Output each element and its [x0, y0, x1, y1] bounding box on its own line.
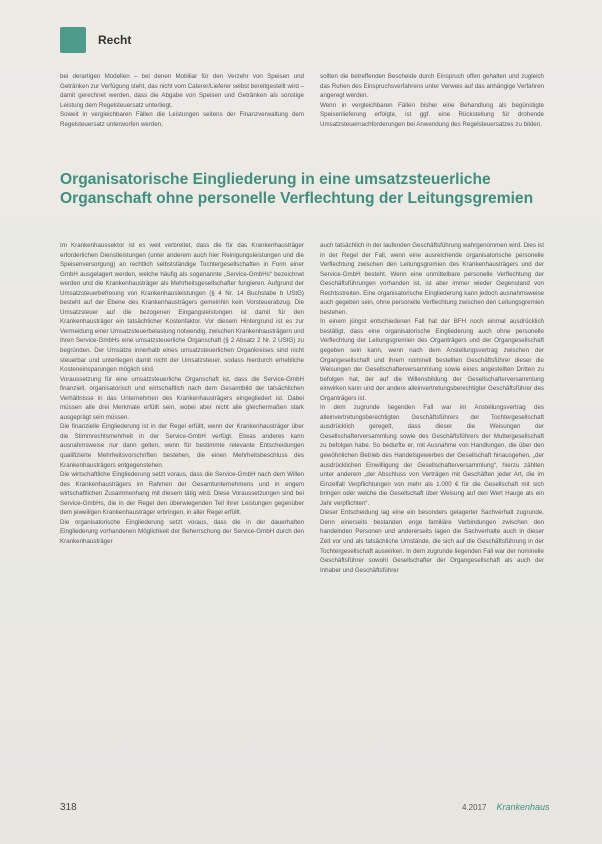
paragraph: auch tatsächlich in der laufenden Geschäftsführung wahrgenommen wird. Dies ist in der Regel der Fall, wenn eine ausreichende organisatorische personelle Verflechtung zwischen den Leitungsgremien des Krankenhausträgers und der Service-GmbH besteht. Wenn eine unmittelbare personelle Verflechtung der Geschäftsführungen vorhanden ist, ist aber immer wieder Gegenstand von Rechtsstreiten. Eine organisatorische Eingliederung kann jedoch ausnahmsweise auch gegeben sein, ohne personelle Verflechtung zwischen den Leitungsgremien bestehen. — [320, 242, 544, 316]
top-left-column — [60, 72, 304, 129]
paragraph: Wenn in vergleichbaren Fällen bisher eine Behandlung als begünstigte Speisenlieferung erfolgte, ist ggf. eine Rückstellung für drohende Umsatzsteuernachforderungen bei Anwendung des Regelsteuersatzes zu bilden. — [320, 101, 544, 128]
main-right-column — [320, 241, 544, 575]
section-color-marker — [60, 27, 86, 53]
paragraph: Voraussetzung für eine umsatzsteuerliche Organschaft ist, dass die Service-GmbH finanziell, organisatorisch und wirtschaftlich nach dem Gesamtbild der tatsächlichen Verhältnisse in das Unternehmen des Krankenhausträgers eingegliedert ist. Dabei müssen alle drei Merkmale erfüllt sein, wobei aber nicht alle gleichermaßen stark ausgeprägt sein müssen. — [60, 375, 304, 421]
main-left-column — [60, 241, 304, 547]
top-right-column — [320, 72, 544, 129]
paragraph: Dieser Entscheidung lag eine ein besonders gelagerter Sachverhalt zugrunde. Denn einerseits bestanden enge familiäre Verbindungen zwischen den handelnden Personen und andererseits lagen die Sachverhalte auch in dieser Zeit vor und als tatsächliche Umstände, die sich auf die Geschäftsführung in der Tochtergesellschaft auswirken. In dem zugrunde liegenden Fall war der nominelle Geschäftsführer sowohl Gesellschafter der Organgesellschaft als auch der Inhaber und Geschäftsführer — [320, 509, 544, 574]
page-number: 318 — [60, 802, 77, 813]
section-label: Recht — [98, 33, 132, 47]
paragraph: In einem jüngst entschiedenen Fall hat der BFH noch einmal ausdrücklich bestätigt, dass eine organisatorische Eingliederung auch ohne personelle Verflechtung der Leitungsgremien des Organträgers und der Organgesellschaft gegeben sein kann, wenn nach dem Anstellungsvertrag zwischen der Organgesellschaft und ihrem nominell bestellten Geschäftsführer dieser die Weisungen der Gesellschafterversammlung sowie eines angestellten Dritten zu befolgen hat, der auf die Willensbildung der Gesellschafterversammlung einwirken kann und der andere alleinvertretungsberechtigter Geschäftsführer des Organträgers ist. — [320, 318, 544, 402]
paragraph: Die organisatorische Eingliederung setzt voraus, dass die in der dauerhaften Eingliederung vorhandenen Möglichkeit der Beherrschung der Service-GmbH durch den Krankenhausträger — [60, 518, 304, 545]
magazine-logo: Krankenhaus — [496, 802, 550, 812]
paragraph: bei derartigen Modellen – bei denen Mobiliar für den Verzehr von Speisen und Getränken zur Verfügung steht, das nicht vom Caterer/Lieferer selbst bereitgestellt wird – damit gerechnet werden, dass die Abgabe von Speisen und Getränken als sonstige Leistung dem Regelsteuersatz unterliegt. — [60, 73, 304, 109]
paragraph: Im Krankenhaussektor ist es weit verbreitet, dass die für das Krankenhausträger erforderlichen Dienstleistungen (unter anderem auch hier Reinigungsleistungen und die Speisenversorgung) an rechtlich selbstständige Tochtergesellschaften in Form einer GmbH ausgelagert werden, welche häufig als sogenannte „Service-GmbHs“ bezeichnet werden und die Krankenhausträger als Mehrheitsgesellschafter fungieren. Aufgrund der Umsatzsteuerbefreiung von Krankenhausleistungen (§ 4 Nr. 14 Buchstabe b UStG) besteht auf der Ebene des Krankenhausträgers gemeinhin kein Vorsteuerabzug. Die Umsatzsteuer auf die bezogenen Eingangsleistungen ist damit für den Krankenhausträger ein tatsächlicher Kostenfaktor. Vor diesem Hintergrund ist es zur Vermeidung einer Umsatzsteuerbelastung notwendig, zwischen Krankenhausträgern und ihren Service-GmbHs eine umsatzsteuerliche Organschaft (§ 2 Absatz 2 Nr. 2 UStG) zu begründen. Der Umsätze innerhalb eines umsatzsteuerlichen Organkreises sind nicht steuerbar und unterliegen damit nicht der Umsatzsteuer, sodass hierdurch erhebliche Kosteneinsparungen möglich sind. — [60, 242, 304, 374]
paragraph: In dem zugrunde liegenden Fall war im Anstellungsvertrag des alleinvertretungsberechtigten Geschäftsführers der Tochtergesellschaft ausdrücklich geregelt, dass dieser die Weisungen der Gesellschafterversammlung sowie des Geschäftsführers der Muttergesellschaft zu befolgen habe. So bedurfte er, mit Ausnahme von Handlungen, die über den gewöhnlichen Betrieb des Handelsgewerbes der Gesellschaft hinausgehen, „der ausdrücklichen Einwilligung der Gesellschafterversammlung“, hierzu zählten unter anderem „der Abschluss von Verträgen mit Geschäften jeder Art, die im Einzelfall Verpflichtungen von mehr als 1.000 € für die Gesellschaft mit sich bringen oder welche die Gesellschaft über Weisung auf den Wert Hauge als ein Jahr verpflichten“. — [320, 404, 544, 507]
headline-line: Organschaft ohne personelle Verflechtung der Leitungsgremien — [60, 190, 534, 207]
headline-line: Organisatorische Eingliederung in eine umsatzsteuerliche — [60, 171, 491, 188]
issue-number: 4.2017 — [462, 803, 487, 812]
section-header — [60, 26, 131, 54]
footer-issue — [462, 802, 550, 812]
paragraph: Die wirtschaftliche Eingliederung setzt voraus, dass die Service-GmbH nach dem Willen des Krankenhausträgers im Rahmen der Gesamtunternehmens und in engem wirtschaftlichen Zusammenhang mit diesem tätig wird. Diese Voraussetzungen sind bei Service-GmbHs, die in der Regel den überwiegenden Teil ihrer Leistungen gegenüber dem jeweiligen Krankenhausträger erbringen, in aller Regel erfüllt. — [60, 471, 304, 517]
paragraph: sollten die betreffenden Bescheide durch Einspruch offen gehalten und zugleich das Ruhen des Einspruchsverfahrens unter Verweis auf das anhängige Verfahren angeregt werden. — [320, 73, 544, 100]
paragraph: Soweit in vergleichbaren Fällen die Leistungen seitens der Finanzverwaltung dem Regelsteuersatz unterworfen werden, — [60, 111, 304, 128]
article-headline — [60, 170, 550, 208]
paragraph: Die finanzielle Eingliederung ist in der Regel erfüllt, wenn der Krankenhausträger über die Stimmrechtsmehrheit in der Service-GmbH verfügt. Etwas anderes kann ausnahmsweise nur dann gelten, wenn für bestimmte relevante Entscheidungen qualifizierte Mehrheitsvorschriften bestehen, die einen Mehrheitsbeschluss des Krankenhausträgers entgegenstehen. — [60, 423, 304, 469]
